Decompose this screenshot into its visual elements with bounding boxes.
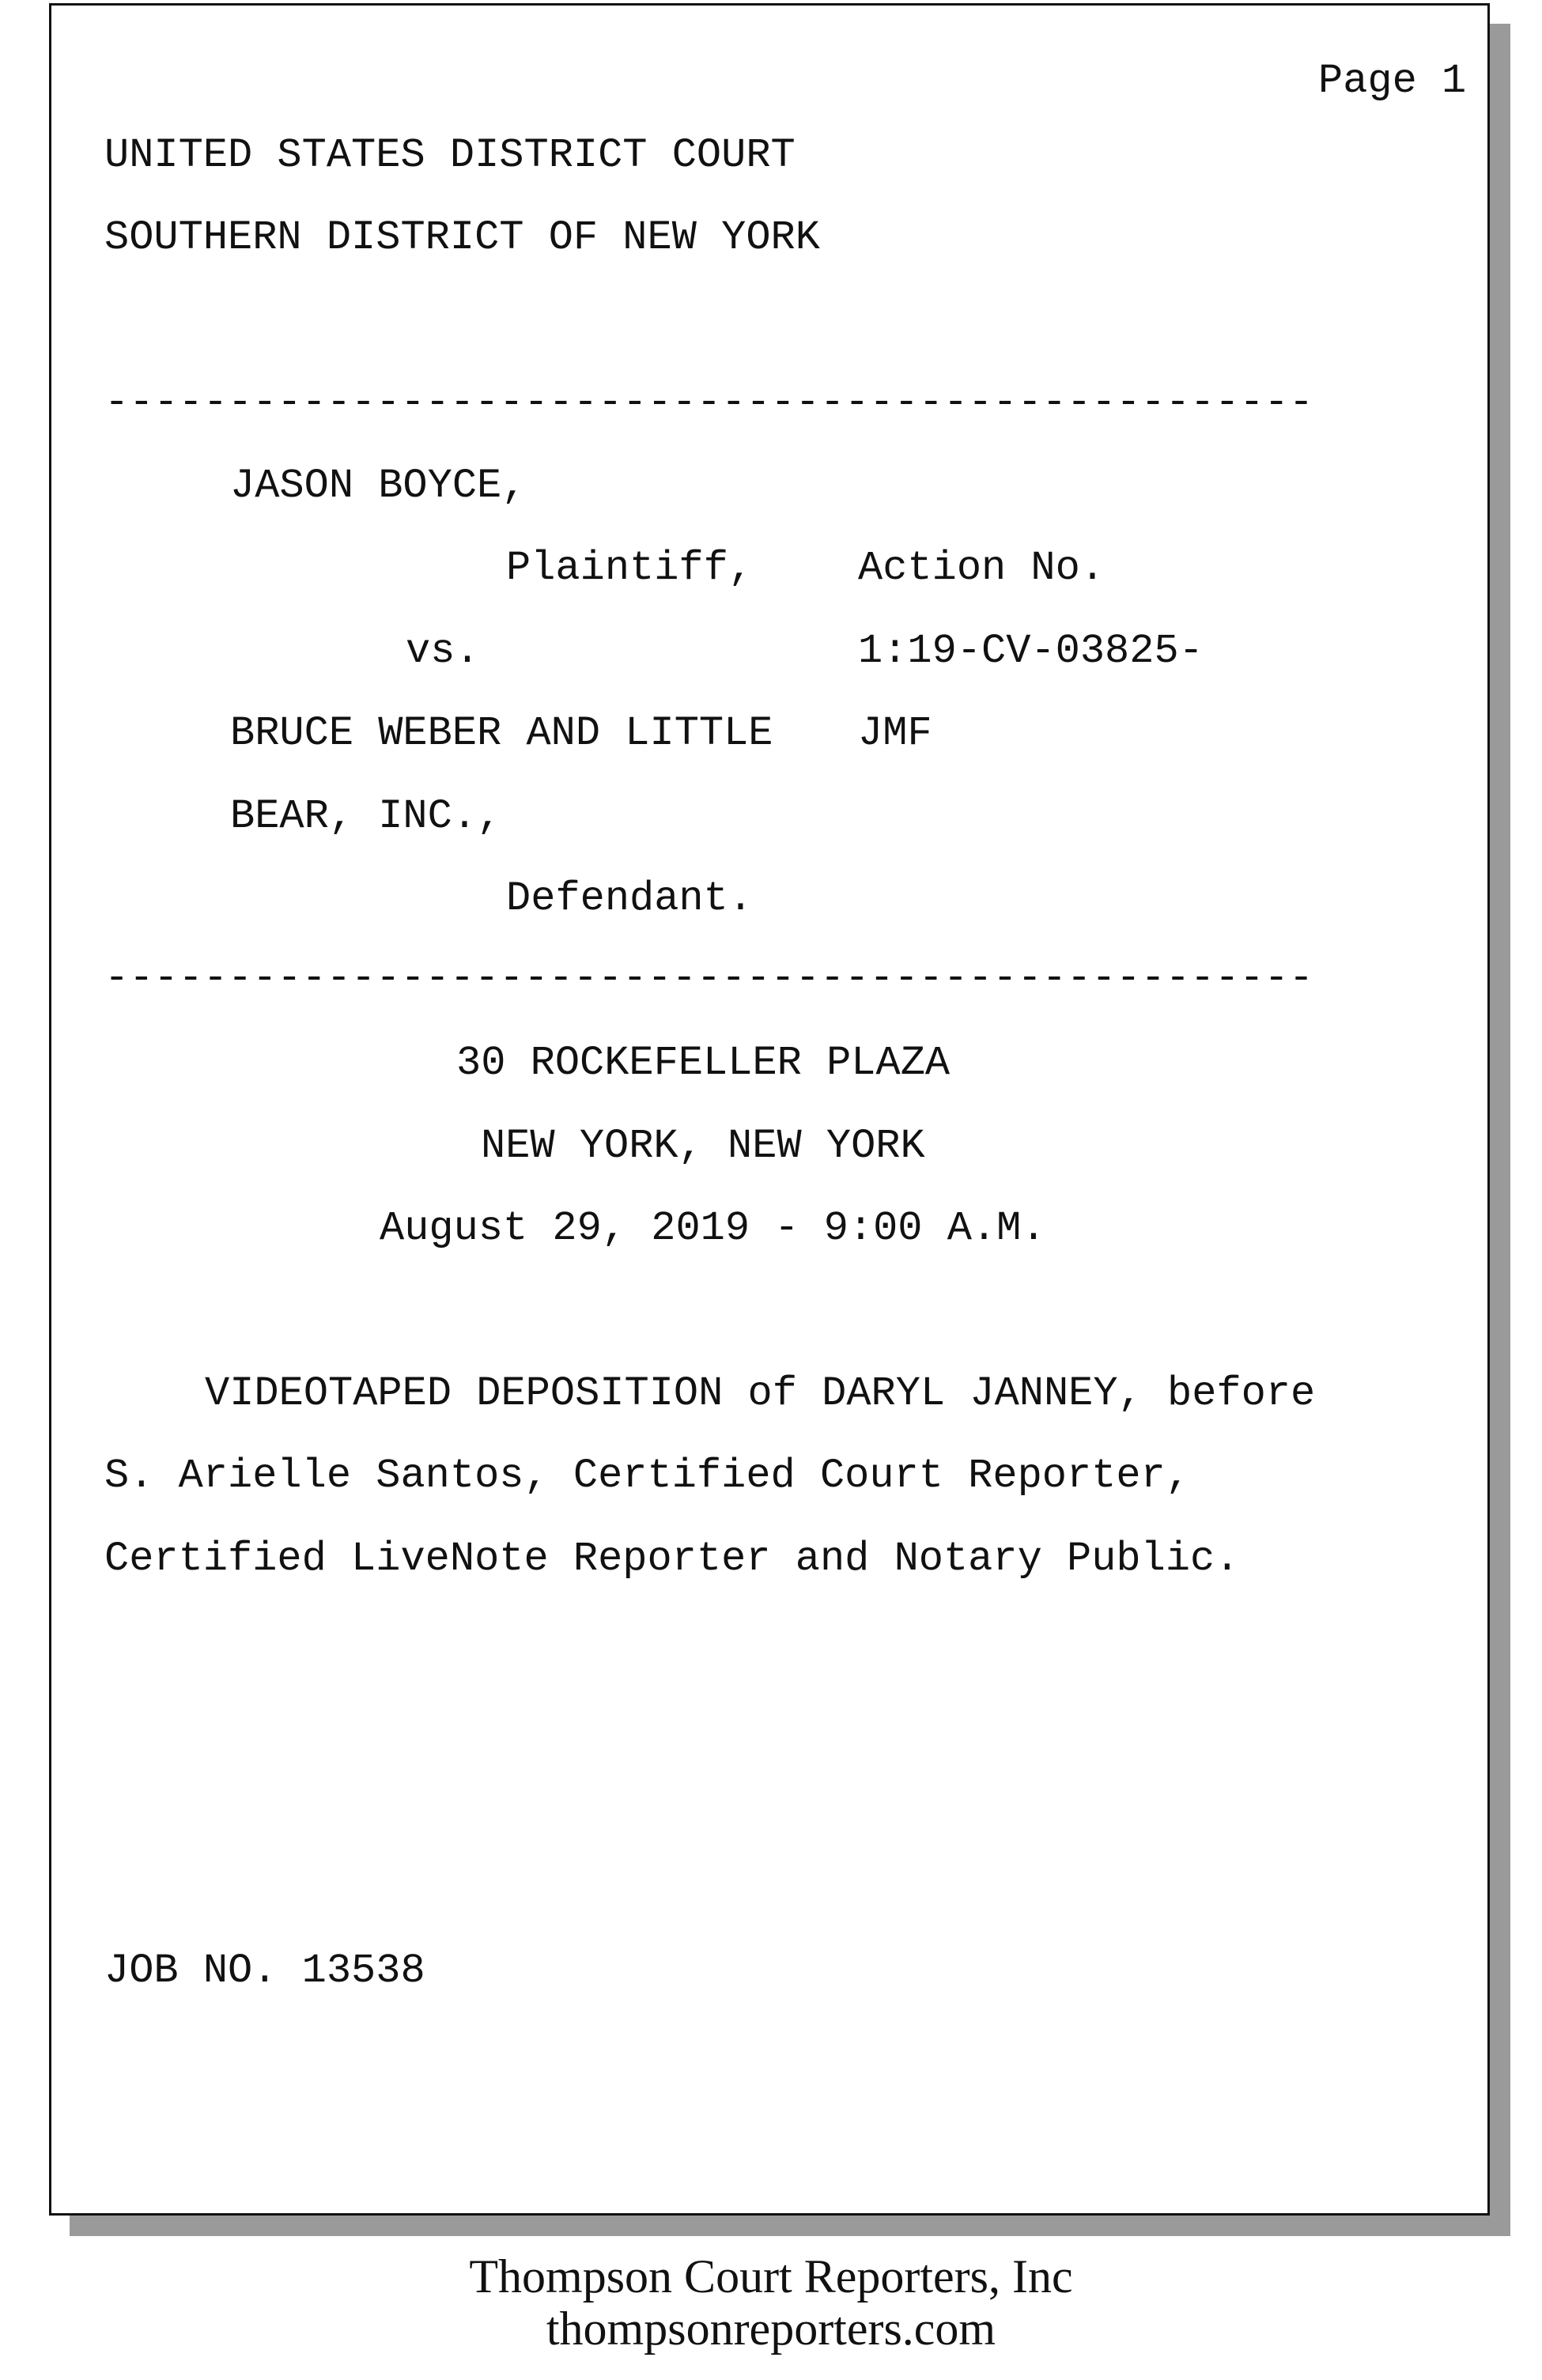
location-address: 30 ROCKEFELLER PLAZA (456, 1040, 951, 1086)
caption-bottom-separator: ------------------------------------------------- (104, 955, 1314, 1002)
page-number: Page 1 (1318, 58, 1467, 104)
court-name: UNITED STATES DISTRICT COURT (104, 132, 796, 179)
plaintiff-name: JASON BOYCE, (230, 463, 527, 509)
plaintiff-role: Plaintiff, (506, 545, 754, 591)
footer-company-name: Thompson Court Reporters, Inc (469, 2250, 1073, 2303)
deposition-intro-line3: Certified LiveNote Reporter and Notary Public. (104, 1536, 1240, 1582)
defendant-name-line2: BEAR, INC., (230, 793, 502, 840)
action-number-line1: 1:19-CV-03825- (858, 628, 1204, 674)
defendant-role: Defendant. (506, 875, 754, 922)
action-number-label: Action No. (858, 545, 1105, 591)
deposition-intro-line2: S. Arielle Santos, Certified Court Reporter, (104, 1453, 1191, 1499)
action-number-line2: JMF (858, 710, 932, 757)
transcript-page (49, 3, 1490, 2216)
versus-label: vs. (406, 628, 480, 674)
deposition-intro-line1: VIDEOTAPED DEPOSITION of DARYL JANNEY, before (205, 1370, 1316, 1417)
footer-website: thompsonreporters.com (546, 2303, 996, 2355)
court-district: SOUTHERN DISTRICT OF NEW YORK (104, 214, 820, 261)
caption-top-separator: ------------------------------------------------- (104, 380, 1314, 426)
defendant-name-line1: BRUCE WEBER AND LITTLE (230, 710, 773, 757)
location-city: NEW YORK, NEW YORK (481, 1123, 925, 1169)
deposition-date-time: August 29, 2019 - 9:00 A.M. (380, 1205, 1046, 1252)
job-number: JOB NO. 13538 (104, 1947, 425, 1994)
